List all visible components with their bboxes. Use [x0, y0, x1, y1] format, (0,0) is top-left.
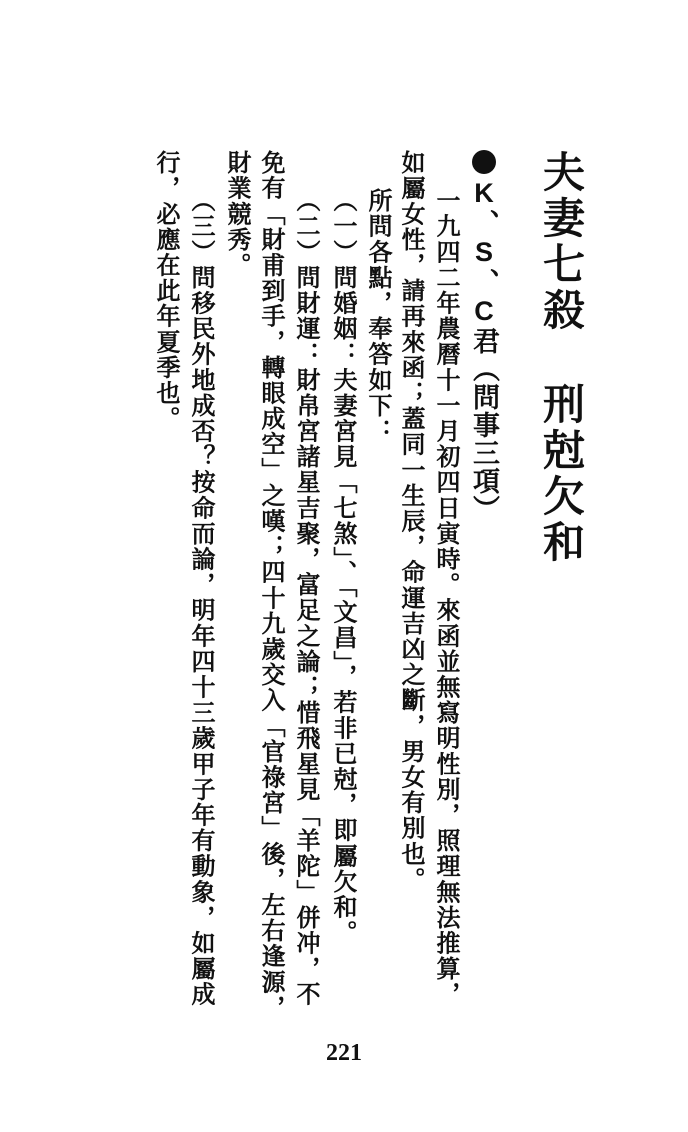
paragraph-line: 行，必應在此年夏季也。 — [152, 150, 179, 432]
question-heading — [470, 150, 497, 523]
title-part-2: 刑尅欠和 — [537, 382, 586, 566]
list-item-marriage: （一）問婚姻：夫妻宮見「七煞」、「文昌」，若非已尅，即屬欠和。 — [329, 188, 356, 946]
paragraph-line: 免有「財甫到手，轉眼成空」之嘆；四十九歲交入「官祿宮」後，左右逢源， — [257, 150, 284, 1021]
question-heading-text: K、S、C君（問事三項） — [469, 178, 499, 523]
title-part-1: 夫妻七殺 — [537, 150, 586, 334]
paragraph-line: 所問各點，奉答如下： — [364, 188, 391, 444]
filled-circle-icon — [472, 150, 496, 174]
list-item-finance: （二）問財運：財帛宮諸星吉聚，富足之論；惜飛星見「羊陀」併冲，不 — [292, 188, 319, 1008]
list-item-emigration: （三）問移民外地成否？按命而論，明年四十三歲甲子年有動象，如屬成 — [187, 188, 214, 1008]
page-number: 221 — [326, 1040, 362, 1066]
paragraph-line: 財業競秀。 — [223, 150, 250, 278]
paragraph-line: 一九四二年農曆十一月初四日寅時。來函並無寫明性別，照理無法推算， — [432, 188, 459, 1008]
page-title — [537, 150, 586, 566]
paragraph-line: 如屬女性，請再來函；蓋同一生辰，命運吉凶之斷，男女有別也。 — [397, 150, 424, 893]
